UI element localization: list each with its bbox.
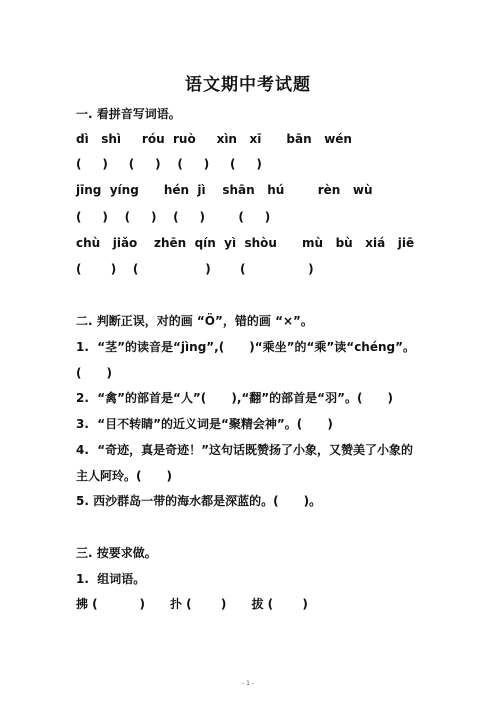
question-1-line-1: 1. “茎”的读音是“jìng”,( )“乘坐”的“乘”读“chéng”。 (76, 340, 416, 354)
page-title: 语文期中考试题 (185, 75, 311, 95)
answer-blanks-row-3: ( ) ( ) ( ) (76, 262, 314, 276)
section-3-subheading: 1. 组词语。 (76, 572, 146, 586)
pinyin-row-3: chù jiǎo zhēn qín yì shòu mù bù xiá jiē (76, 236, 415, 250)
section-1-heading: 一. 看拼音写词语。 (76, 107, 181, 121)
section-2-heading: 二. 判断正误，对的画 “Ö”，错的画 “×”。 (76, 314, 313, 328)
answer-blanks-row-2: ( ) ( ) ( ) ( ) (76, 210, 271, 224)
question-1-line-2: ( ) (76, 366, 113, 380)
question-5: 5. 西沙群岛一带的海水都是深蓝的。( )。 (76, 494, 322, 508)
question-2: 2. “禽”的部首是“人”( ),“翻”的部首是“羽”。( ) (76, 391, 393, 405)
question-4-line-2: 主人阿玲。( ) (76, 469, 173, 483)
question-4-line-1: 4. “奇迹，真是奇迹！”这句话既赞扬了小象，又赞美了小象的 (76, 443, 414, 457)
pinyin-row-2: jīng yíng hén jì shān hú rèn wù (76, 183, 373, 197)
word-group-row: 拂 ( ) 扑 ( ) 拔 ( ) (76, 597, 308, 611)
section-3-heading: 三. 按要求做。 (76, 546, 157, 560)
page-number: - 1 - (242, 680, 254, 687)
question-3: 3. “目不转睛”的近义词是“聚精会神”。( ) (76, 417, 333, 431)
answer-blanks-row-1: ( ) ( ) ( ) ( ) (76, 157, 262, 171)
pinyin-row-1: dì shì róu ruò xìn xī bān wén (76, 132, 352, 146)
